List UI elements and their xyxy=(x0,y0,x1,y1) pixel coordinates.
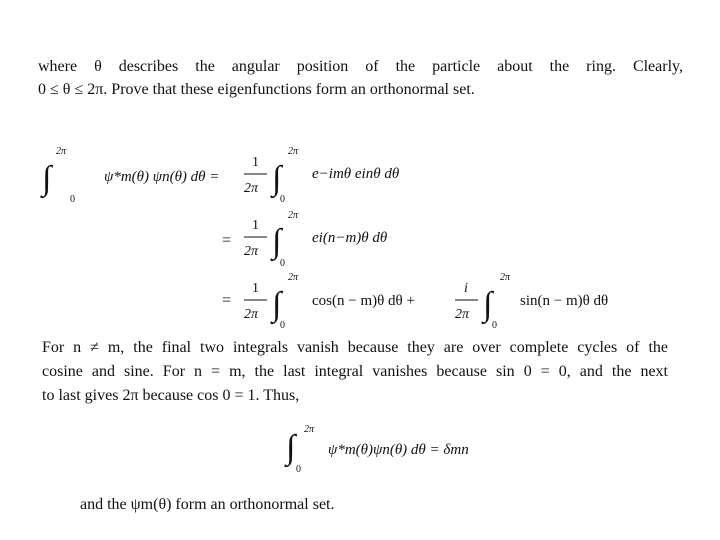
i-denominator: 2π xyxy=(455,307,470,322)
equals-sign: = xyxy=(222,232,232,249)
lower-limit: 0 xyxy=(280,258,285,269)
integral-sign: ∫ xyxy=(286,429,296,466)
result-expression: ψ*m(θ)ψn(θ) dθ = δmn xyxy=(328,442,469,458)
upper-limit: 2π xyxy=(500,272,511,283)
integral-sign: ∫ xyxy=(483,286,493,323)
integral-sign: ∫ xyxy=(272,286,282,323)
equation-row-3 xyxy=(222,272,608,331)
prefactor-numerator: 1 xyxy=(252,218,259,233)
equation-row-1 xyxy=(40,146,400,205)
intro-line-2: 0 ≤ θ ≤ 2π. Prove that these eigenfunctions form an orthonormal set. xyxy=(38,81,475,98)
explanation-line-2: cosine and sine. For n = m, the last integral vanishes because sin 0 = 0, and the next xyxy=(42,363,668,380)
prefactor-denominator: 2π xyxy=(244,181,259,196)
integral-sign: ∫ xyxy=(42,160,52,197)
upper-limit: 2π xyxy=(288,210,299,221)
closing-line: and the ψm(θ) form an orthonormal set. xyxy=(80,496,335,513)
lower-limit: 0 xyxy=(280,320,285,331)
explanation-line-3: to last gives 2π because cos 0 = 1. Thus, xyxy=(42,387,300,404)
prefactor-numerator: 1 xyxy=(252,155,259,170)
lower-limit: 0 xyxy=(70,194,75,205)
equation-row-2 xyxy=(222,210,388,269)
lower-limit: 0 xyxy=(492,320,497,331)
lower-limit: 0 xyxy=(296,464,301,475)
result-equation xyxy=(284,424,469,475)
sin-term: sin(n − m)θ dθ xyxy=(520,293,609,309)
prefactor-denominator: 2π xyxy=(244,307,259,322)
prefactor-denominator: 2π xyxy=(244,244,259,259)
upper-limit: 2π xyxy=(288,272,299,283)
step2-integrand: ei(n−m)θ dθ xyxy=(312,230,388,246)
upper-limit: 2π xyxy=(288,146,299,157)
integral-sign: ∫ xyxy=(272,223,282,260)
equals-sign: = xyxy=(222,292,232,309)
prefactor-numerator: 1 xyxy=(252,281,259,296)
i-numerator: i xyxy=(464,281,468,296)
lhs-integrand: ψ*m(θ) ψn(θ) dθ = xyxy=(104,169,220,185)
intro-line-1: where θ describes the angular position of the particle about the ring. Clearly, xyxy=(38,58,683,75)
cos-term: cos(n − m)θ dθ + xyxy=(312,293,415,309)
upper-limit: 2π xyxy=(304,424,315,435)
lower-limit: 0 xyxy=(280,194,285,205)
explanation-line-1: For n ≠ m, the final two integrals vanish because they are over complete cycles of the xyxy=(42,339,668,356)
step1-integrand: e−imθ einθ dθ xyxy=(312,166,400,182)
upper-limit: 2π xyxy=(56,146,67,157)
integral-sign: ∫ xyxy=(272,160,282,197)
